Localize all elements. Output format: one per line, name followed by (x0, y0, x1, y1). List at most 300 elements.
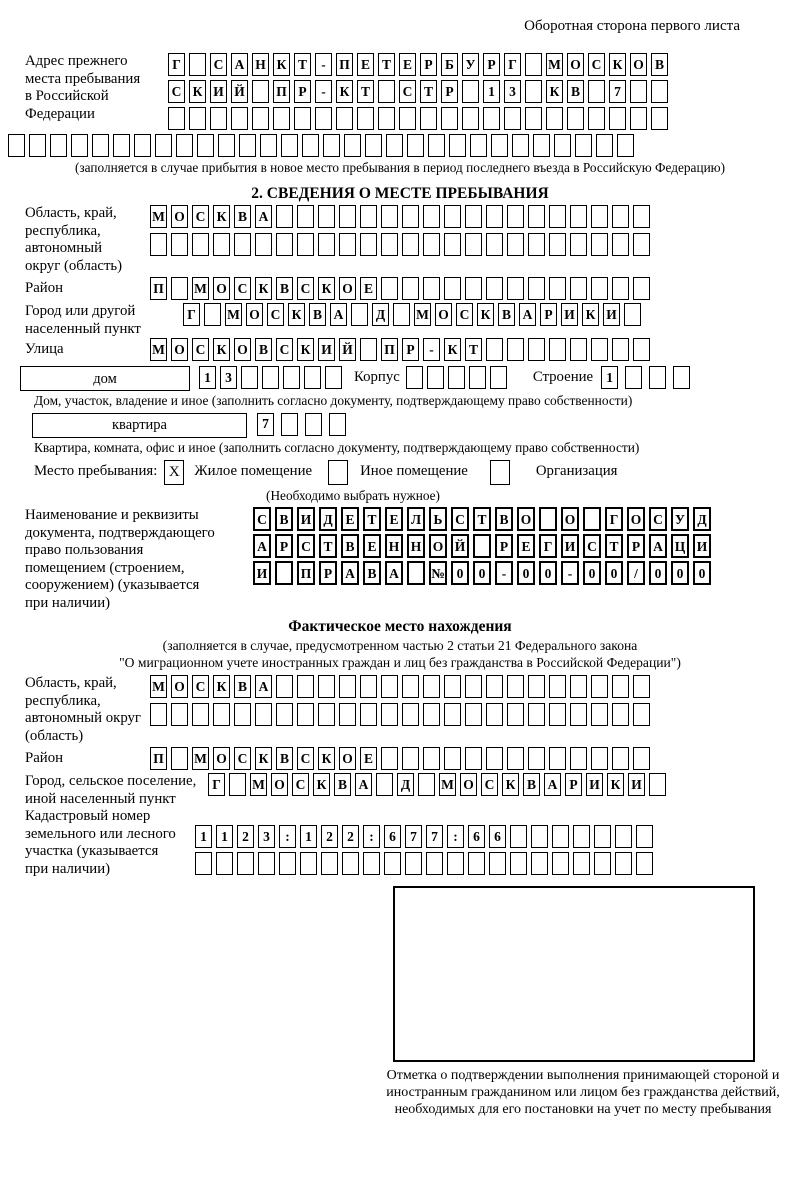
char-box: 2 (342, 825, 359, 848)
char-box: У (671, 507, 689, 531)
org-label: Организация (535, 463, 618, 480)
char-box (297, 233, 314, 256)
char-box: К (502, 773, 519, 796)
char-box (294, 107, 311, 130)
char-box (234, 233, 251, 256)
char-box (507, 747, 524, 770)
char-box: Р (627, 534, 645, 558)
char-box: М (192, 747, 209, 770)
char-box (407, 561, 425, 585)
char-box (539, 507, 557, 531)
char-box: Н (385, 534, 403, 558)
char-box: К (318, 277, 335, 300)
char-box (570, 675, 587, 698)
char-box: Н (407, 534, 425, 558)
char-box (423, 747, 440, 770)
char-box (525, 80, 542, 103)
char-box: - (561, 561, 579, 585)
oblast-row-1 (150, 205, 654, 228)
char-box: Г (183, 303, 200, 326)
char-box (315, 107, 332, 130)
char-box (591, 703, 608, 726)
char-box: Е (385, 507, 403, 531)
char-box: О (213, 747, 230, 770)
char-box: К (297, 338, 314, 361)
char-box (376, 773, 393, 796)
char-box (612, 277, 629, 300)
gorod3-field (8, 773, 792, 808)
char-box: : (279, 825, 296, 848)
char-box: О (171, 205, 188, 228)
char-box (612, 747, 629, 770)
char-box (594, 852, 611, 875)
stamp-area (393, 886, 755, 1062)
char-box (588, 80, 605, 103)
char-box (402, 747, 419, 770)
char-box: Р (275, 534, 293, 558)
char-box: Е (357, 53, 374, 76)
char-box (402, 205, 419, 228)
char-box (426, 852, 443, 875)
dom-cells (199, 366, 346, 389)
char-box (673, 366, 690, 389)
char-box: М (439, 773, 456, 796)
char-box (150, 703, 167, 726)
char-box (92, 134, 109, 157)
char-box (305, 413, 322, 436)
char-box (344, 134, 361, 157)
char-box (468, 852, 485, 875)
char-box (528, 747, 545, 770)
char-box: С (192, 205, 209, 228)
char-box: В (341, 534, 359, 558)
char-box (486, 233, 503, 256)
char-box: А (544, 773, 561, 796)
inoe-label: Иное помещение (360, 463, 468, 480)
char-box: О (517, 507, 535, 531)
char-box (360, 703, 377, 726)
char-box (591, 277, 608, 300)
char-box (490, 366, 507, 389)
char-box: Р (294, 80, 311, 103)
char-box (321, 852, 338, 875)
char-box: 7 (405, 825, 422, 848)
char-box (423, 233, 440, 256)
char-box (489, 852, 506, 875)
char-box (609, 107, 626, 130)
char-box (591, 338, 608, 361)
char-box (583, 507, 601, 531)
page-side-note: Оборотная сторона первого листа (524, 18, 740, 34)
char-box (8, 134, 25, 157)
char-box: - (315, 53, 332, 76)
char-box: И (253, 561, 271, 585)
char-box: Е (360, 747, 377, 770)
raion3-row (150, 747, 654, 770)
char-box (281, 413, 298, 436)
char-box (237, 852, 254, 875)
char-box: 0 (539, 561, 557, 585)
char-box: 3 (504, 80, 521, 103)
char-box (189, 107, 206, 130)
char-box: Р (319, 561, 337, 585)
korpus-cells (406, 366, 511, 389)
gorod-label: Город или другой населенный пункт (25, 303, 141, 337)
char-box (218, 134, 235, 157)
kadastr-row-1 (195, 825, 657, 848)
char-box: Ц (671, 534, 689, 558)
char-box: Б (441, 53, 458, 76)
char-box: 0 (649, 561, 667, 585)
char-box: Т (378, 53, 395, 76)
char-box (465, 233, 482, 256)
char-box (252, 80, 269, 103)
char-box (381, 747, 398, 770)
char-box: М (150, 675, 167, 698)
char-box (549, 675, 566, 698)
org-checkbox (490, 460, 510, 485)
char-box (570, 233, 587, 256)
oblast-label: Область, край, республика, автономный округ (область) (25, 205, 123, 274)
char-box: Ь (429, 507, 447, 531)
char-box (615, 852, 632, 875)
char-box (71, 134, 88, 157)
char-box (276, 703, 293, 726)
char-box (255, 233, 272, 256)
char-box: 7 (426, 825, 443, 848)
char-box: С (168, 80, 185, 103)
kvartira-row (8, 413, 792, 438)
char-box (533, 134, 550, 157)
prev-address-row-4 (8, 134, 792, 157)
char-box (279, 852, 296, 875)
char-box: П (150, 277, 167, 300)
char-box (423, 703, 440, 726)
char-box: А (330, 303, 347, 326)
char-box (381, 675, 398, 698)
char-box: 1 (300, 825, 317, 848)
char-box: В (234, 205, 251, 228)
char-box (260, 134, 277, 157)
char-box (549, 233, 566, 256)
char-box: 0 (451, 561, 469, 585)
char-box: У (462, 53, 479, 76)
char-box: С (297, 277, 314, 300)
char-box: М (150, 205, 167, 228)
char-box: О (630, 53, 647, 76)
char-box (406, 366, 423, 389)
char-box (588, 107, 605, 130)
char-box (252, 107, 269, 130)
char-box (213, 233, 230, 256)
char-box: 1 (199, 366, 216, 389)
char-box: О (339, 747, 356, 770)
char-box (360, 205, 377, 228)
char-box (465, 703, 482, 726)
char-box (402, 703, 419, 726)
char-box (365, 134, 382, 157)
char-box: Е (517, 534, 535, 558)
char-box (210, 107, 227, 130)
char-box: Т (473, 507, 491, 531)
prev-address-rows (168, 53, 672, 130)
char-box: 0 (517, 561, 535, 585)
char-box: К (336, 80, 353, 103)
kvartira-box: квартира (32, 413, 247, 438)
char-box (525, 53, 542, 76)
char-box: М (250, 773, 267, 796)
zhiloe-checkbox: X (164, 460, 184, 485)
char-box (448, 366, 465, 389)
char-box (336, 107, 353, 130)
char-box (491, 134, 508, 157)
char-box (528, 675, 545, 698)
char-box (591, 675, 608, 698)
char-box: О (171, 338, 188, 361)
char-box (318, 205, 335, 228)
char-box (573, 852, 590, 875)
raion-row (150, 277, 654, 300)
char-box (528, 703, 545, 726)
char-box (612, 675, 629, 698)
char-box (302, 134, 319, 157)
oblast3-field (8, 675, 792, 745)
char-box: № (429, 561, 447, 585)
char-box: К (607, 773, 624, 796)
char-box: Й (451, 534, 469, 558)
char-box (651, 107, 668, 130)
char-box (528, 233, 545, 256)
char-box: Г (539, 534, 557, 558)
char-box: М (150, 338, 167, 361)
char-box: О (246, 303, 263, 326)
char-box: 0 (605, 561, 623, 585)
char-box (325, 366, 342, 389)
char-box (50, 134, 67, 157)
char-box (612, 703, 629, 726)
char-box (447, 852, 464, 875)
korpus-label: Корпус (354, 369, 400, 386)
char-box (649, 773, 666, 796)
ulitsa-field (8, 338, 792, 361)
char-box (276, 233, 293, 256)
char-box: А (253, 534, 271, 558)
char-box: Р (441, 80, 458, 103)
char-box (470, 134, 487, 157)
char-box: Р (495, 534, 513, 558)
document-row-3 (253, 561, 715, 585)
char-box (486, 747, 503, 770)
section2-title: 2. СВЕДЕНИЯ О МЕСТЕ ПРЕБЫВАНИЯ (251, 184, 549, 202)
char-box (29, 134, 46, 157)
char-box: И (586, 773, 603, 796)
char-box (171, 233, 188, 256)
char-box: Е (399, 53, 416, 76)
dom-row (8, 366, 792, 391)
char-box: В (234, 675, 251, 698)
char-box: И (693, 534, 711, 558)
char-box: В (651, 53, 668, 76)
char-box (234, 703, 251, 726)
char-box (507, 703, 524, 726)
char-box (462, 107, 479, 130)
char-box (633, 703, 650, 726)
char-box (216, 852, 233, 875)
char-box (512, 134, 529, 157)
char-box (486, 338, 503, 361)
prev-address-row-3 (168, 107, 672, 130)
char-box (444, 233, 461, 256)
mesto-note: (Необходимо выбрать нужное) (266, 488, 440, 504)
char-box (150, 233, 167, 256)
char-box: Т (420, 80, 437, 103)
char-box: В (309, 303, 326, 326)
char-box: 3 (220, 366, 237, 389)
char-box (339, 675, 356, 698)
char-box (549, 703, 566, 726)
char-box: С (276, 338, 293, 361)
char-box: А (519, 303, 536, 326)
char-box (276, 675, 293, 698)
char-box (195, 852, 212, 875)
char-box: А (255, 205, 272, 228)
char-box (507, 277, 524, 300)
char-box: П (381, 338, 398, 361)
char-box (229, 773, 246, 796)
char-box (192, 233, 209, 256)
char-box: С (481, 773, 498, 796)
char-box (444, 703, 461, 726)
char-box (231, 107, 248, 130)
char-box: П (297, 561, 315, 585)
char-box (444, 277, 461, 300)
char-box (612, 205, 629, 228)
char-box (612, 233, 629, 256)
gorod-row (183, 303, 645, 326)
char-box: И (297, 507, 315, 531)
char-box (113, 134, 130, 157)
char-box: С (210, 53, 227, 76)
char-box: К (255, 747, 272, 770)
char-box (552, 852, 569, 875)
char-box (402, 277, 419, 300)
char-box: С (588, 53, 605, 76)
char-box (381, 277, 398, 300)
char-box (423, 205, 440, 228)
char-box (462, 80, 479, 103)
char-box: : (447, 825, 464, 848)
oblast-row-2 (150, 233, 654, 256)
char-box (528, 338, 545, 361)
char-box (624, 303, 641, 326)
char-box: 2 (237, 825, 254, 848)
char-box: И (603, 303, 620, 326)
char-box (473, 534, 491, 558)
char-box (549, 338, 566, 361)
char-box (171, 747, 188, 770)
char-box (378, 80, 395, 103)
char-box (197, 134, 214, 157)
char-box: Р (402, 338, 419, 361)
char-box: О (460, 773, 477, 796)
prev-address-row-2 (168, 80, 672, 103)
char-box (570, 338, 587, 361)
char-box (192, 703, 209, 726)
oblast3-row-2 (150, 703, 654, 726)
document-label: Наименование и реквизиты документа, подтверждающего право пользования помещением (строением, сооружением) (указывается при наличии) (25, 507, 215, 611)
char-box: В (523, 773, 540, 796)
char-box (507, 338, 524, 361)
char-box (510, 825, 527, 848)
char-box: 6 (468, 825, 485, 848)
char-box: И (628, 773, 645, 796)
char-box (273, 107, 290, 130)
char-box (567, 107, 584, 130)
oblast3-label: Область, край, республика, автономный округ (область) (25, 675, 141, 744)
char-box (591, 747, 608, 770)
ulitsa-label: Улица (25, 341, 64, 358)
char-box (636, 825, 653, 848)
char-box (171, 703, 188, 726)
char-box: Р (483, 53, 500, 76)
char-box (342, 852, 359, 875)
char-box: / (627, 561, 645, 585)
char-box: Н (252, 53, 269, 76)
char-box (255, 703, 272, 726)
char-box: Р (565, 773, 582, 796)
raion-field (8, 277, 792, 300)
kvartira-note: Квартира, комната, офис и иное (заполнить согласно документу, подтверждающему право собственности) (34, 439, 640, 455)
char-box: А (385, 561, 403, 585)
char-box (297, 205, 314, 228)
char-box (531, 825, 548, 848)
char-box: О (429, 534, 447, 558)
char-box (360, 675, 377, 698)
char-box: Г (504, 53, 521, 76)
char-box (444, 205, 461, 228)
char-box (469, 366, 486, 389)
char-box (176, 134, 193, 157)
document-row-1 (253, 507, 715, 531)
char-box: А (649, 534, 667, 558)
char-box: 2 (321, 825, 338, 848)
char-box: К (213, 205, 230, 228)
char-box (507, 675, 524, 698)
char-box (594, 825, 611, 848)
char-box (318, 233, 335, 256)
char-box (204, 303, 221, 326)
char-box (171, 277, 188, 300)
document-field (8, 507, 792, 612)
char-box (596, 134, 613, 157)
char-box (297, 675, 314, 698)
char-box (486, 277, 503, 300)
char-box: С (267, 303, 284, 326)
char-box (213, 703, 230, 726)
char-box: П (150, 747, 167, 770)
char-box: К (609, 53, 626, 76)
char-box: О (171, 675, 188, 698)
char-box (570, 703, 587, 726)
char-box: О (339, 277, 356, 300)
char-box (465, 675, 482, 698)
char-box: 1 (216, 825, 233, 848)
char-box: Т (357, 80, 374, 103)
char-box (297, 703, 314, 726)
char-box: О (234, 338, 251, 361)
char-box: 1 (195, 825, 212, 848)
char-box: А (341, 561, 359, 585)
